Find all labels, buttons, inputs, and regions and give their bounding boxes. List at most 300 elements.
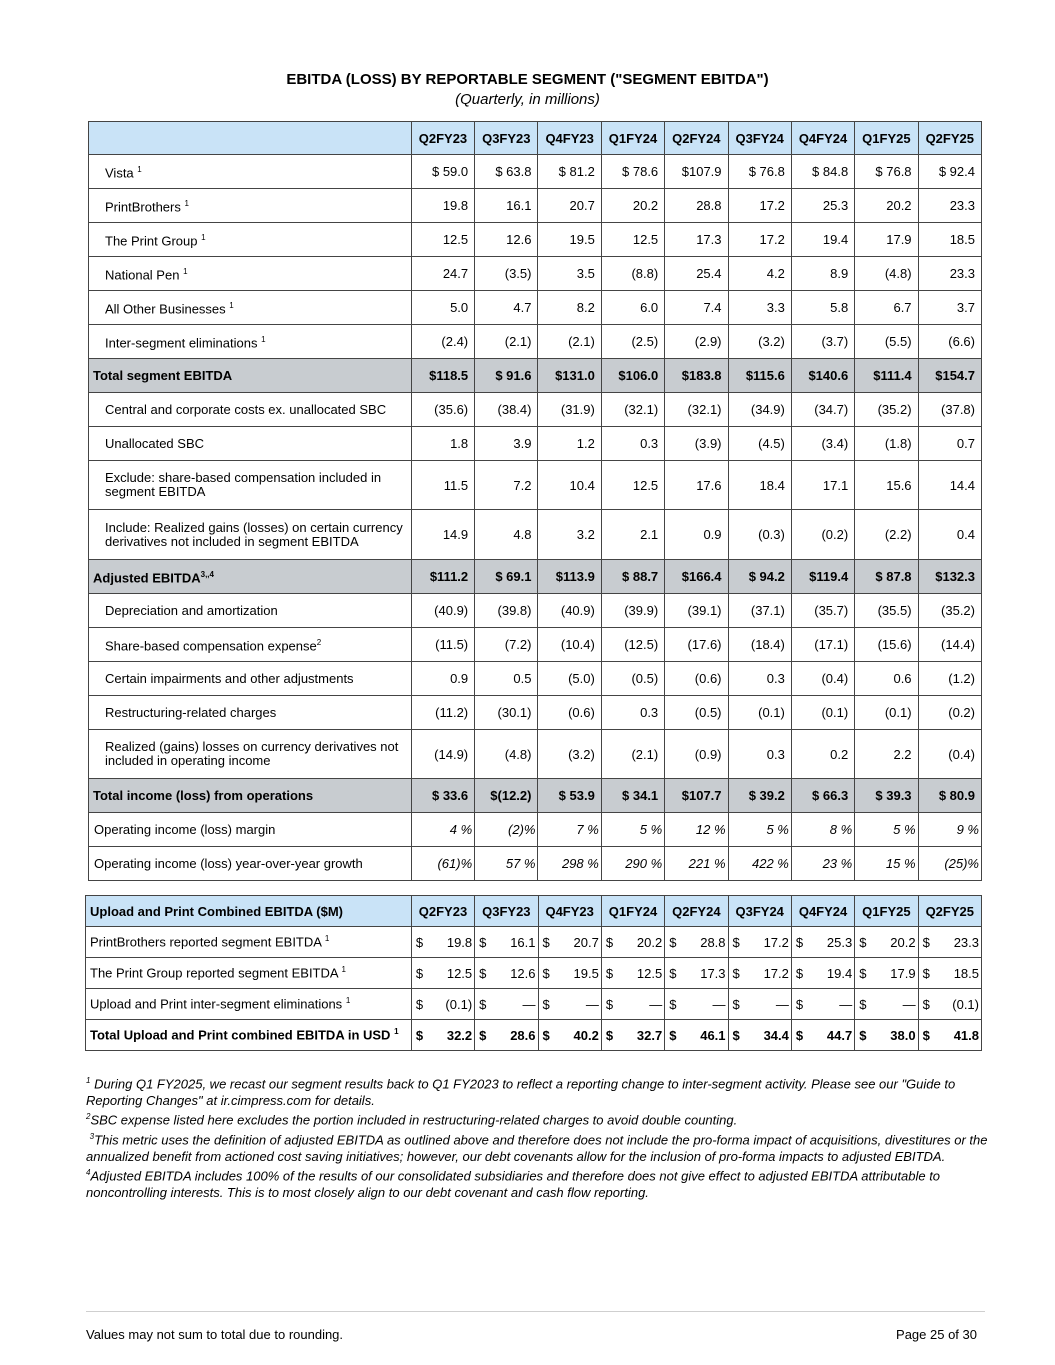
table-cell: 8 %: [791, 813, 854, 847]
table-cell: 2.1: [601, 510, 664, 560]
table-cell: [728, 1020, 791, 1051]
cell-value: 12.6: [510, 965, 536, 981]
table-cell: (5.5): [855, 325, 918, 359]
row-label-text: Adjusted EBITDA: [93, 570, 201, 586]
cell-value: —: [585, 996, 599, 1012]
table-cell: (0.1): [791, 696, 854, 730]
currency-symbol: $: [732, 934, 740, 950]
table-cell: [475, 927, 538, 958]
currency-symbol: $: [605, 1027, 614, 1043]
cell-value: 32.7: [636, 1027, 663, 1043]
table-row: [89, 779, 982, 813]
table-row: [89, 223, 982, 257]
table-cell: (39.9): [601, 594, 664, 628]
cell-value: 12.5: [446, 965, 473, 981]
row-label: [89, 813, 412, 847]
table-cell: 0.7: [918, 427, 981, 461]
table-cell: (15.6): [855, 628, 918, 662]
table-row: [89, 847, 982, 881]
row-label: [89, 510, 412, 560]
column-header: Q2FY25: [918, 896, 981, 927]
table-cell: $107.7: [665, 779, 728, 813]
row-label: [89, 393, 412, 427]
table-cell: 6.7: [855, 291, 918, 325]
table-cell: (2.1): [601, 730, 664, 779]
table-cell: $107.9: [665, 155, 728, 189]
currency-symbol: $: [605, 965, 614, 981]
table-cell: 0.3: [601, 427, 664, 461]
table-cell: (0.2): [918, 696, 981, 730]
table-cell: (7.2): [475, 628, 538, 662]
row-label-text: National Pen: [105, 267, 180, 283]
cell-value: —: [775, 996, 789, 1012]
table-cell: $154.7: [918, 359, 981, 393]
row-label: [89, 461, 412, 510]
table-cell: 5.8: [791, 291, 854, 325]
table-cell: 0.9: [665, 510, 728, 560]
row-label-text: Operating income (loss) year-over-year growth: [94, 855, 363, 871]
row-label-text: Restructuring-related charges: [105, 704, 277, 720]
footnote-marker: 4: [86, 1168, 91, 1178]
table-cell: $ 87.8: [855, 560, 918, 594]
cell-value: 19.5: [573, 965, 599, 981]
cell-value: 19.8: [446, 934, 473, 950]
table-cell: (2.5): [601, 325, 664, 359]
table-row: [89, 325, 982, 359]
table-cell: (0.9): [665, 730, 728, 779]
table-cell: (34.9): [728, 393, 791, 427]
cell-value: (0.1): [952, 996, 979, 1012]
row-label: [89, 189, 412, 223]
table-cell: 0.3: [728, 730, 791, 779]
row-label-text: Include: Realized gains (losses) on certain currency derivatives not included in segment EBITDA: [105, 519, 403, 549]
table-cell: $131.0: [538, 359, 601, 393]
row-label-text: The Print Group reported segment EBITDA: [90, 965, 338, 981]
table-cell: $ 63.8: [475, 155, 538, 189]
table-cell: 17.2: [728, 189, 791, 223]
table-cell: $132.3: [918, 560, 981, 594]
table-cell: [918, 927, 981, 958]
footnote-marker: 2: [86, 1112, 91, 1122]
table-cell: $115.6: [728, 359, 791, 393]
table-cell: $ 39.2: [728, 779, 791, 813]
table-cell: (35.6): [411, 393, 474, 427]
table-cell: 17.2: [728, 223, 791, 257]
cell-value: 23.3: [953, 934, 979, 950]
table-row: [86, 958, 982, 989]
table-cell: (4.8): [855, 257, 918, 291]
table-cell: [601, 927, 664, 958]
table-cell: 5.0: [411, 291, 474, 325]
footnote-marker: 3: [89, 1132, 95, 1142]
row-label: [89, 847, 412, 881]
table-cell: 0.3: [728, 662, 791, 696]
table-cell: 15 %: [855, 847, 918, 881]
table-cell: $166.4: [665, 560, 728, 594]
table-cell: (11.5): [411, 628, 474, 662]
table-cell: 20.7: [538, 189, 601, 223]
table-cell: (14.4): [918, 628, 981, 662]
table-cell: 0.4: [918, 510, 981, 560]
table-cell: (2.1): [538, 325, 601, 359]
table-cell: $ 69.1: [475, 560, 538, 594]
table-cell: 2.2: [855, 730, 918, 779]
table-row: [89, 461, 982, 510]
table-cell: $ 94.2: [728, 560, 791, 594]
column-header: Q4FY24: [791, 896, 854, 927]
table-cell: 6.0: [601, 291, 664, 325]
table-cell: 4.8: [475, 510, 538, 560]
currency-symbol: $: [669, 965, 677, 981]
footnote-marker: 1: [137, 164, 142, 174]
table-cell: $ 53.9: [538, 779, 601, 813]
table-row: [89, 730, 982, 779]
table-cell: 290 %: [601, 847, 664, 881]
table-cell: 20.2: [855, 189, 918, 223]
table-cell: $ 91.6: [475, 359, 538, 393]
table-cell: 17.3: [665, 223, 728, 257]
row-label-text: Total Upload and Print combined EBITDA in USD: [90, 1027, 391, 1043]
table-cell: (0.3): [728, 510, 791, 560]
table-cell: (34.7): [791, 393, 854, 427]
currency-symbol: $: [605, 934, 614, 950]
table-cell: [475, 958, 538, 989]
cell-value: 34.4: [763, 1027, 789, 1043]
table-cell: [538, 958, 601, 989]
currency-symbol: $: [732, 965, 740, 981]
currency-symbol: $: [669, 1027, 677, 1043]
table-cell: $(12.2): [475, 779, 538, 813]
row-label: [89, 291, 412, 325]
row-label: [86, 989, 412, 1020]
table-cell: 19.5: [538, 223, 601, 257]
table-cell: [918, 989, 981, 1020]
table-cell: 23 %: [791, 847, 854, 881]
currency-symbol: $: [542, 965, 550, 981]
row-label: [89, 155, 412, 189]
cell-value: 17.2: [763, 934, 789, 950]
table-cell: 12.5: [411, 223, 474, 257]
table-cell: (0.6): [665, 662, 728, 696]
table-cell: [665, 958, 728, 989]
table-cell: 1.2: [538, 427, 601, 461]
table-cell: (2.1): [475, 325, 538, 359]
column-header: Q2FY23: [411, 896, 474, 927]
table-cell: [791, 927, 854, 958]
table-cell: 0.3: [601, 696, 664, 730]
table-row: [89, 291, 982, 325]
footnote-marker: 1: [229, 300, 234, 310]
row-label-text: Inter-segment eliminations: [105, 335, 258, 351]
footnote-marker: 1: [394, 1027, 399, 1037]
table-cell: [728, 989, 791, 1020]
row-label-text: Depreciation and amortization: [105, 602, 278, 618]
table-row: [89, 510, 982, 560]
table-cell: 20.2: [601, 189, 664, 223]
footnote-marker: 3,,4: [200, 569, 214, 579]
table-cell: [601, 1020, 664, 1051]
column-header: Q3FY24: [728, 896, 791, 927]
table-cell: 57 %: [475, 847, 538, 881]
currency-symbol: $: [859, 965, 867, 981]
table-cell: 19.8: [411, 189, 474, 223]
table-cell: 18.4: [728, 461, 791, 510]
table-cell: [665, 1020, 728, 1051]
table-cell: (0.6): [538, 696, 601, 730]
table-row: [89, 155, 982, 189]
table-cell: 4.2: [728, 257, 791, 291]
table-cell: $ 81.2: [538, 155, 601, 189]
table-cell: 422 %: [728, 847, 791, 881]
table-cell: [791, 1020, 854, 1051]
table-cell: [601, 958, 664, 989]
column-header: Q2FY23: [411, 122, 474, 155]
table-row: [89, 628, 982, 662]
currency-symbol: $: [922, 1027, 930, 1043]
row-label: [89, 325, 412, 359]
table-cell: (2.9): [665, 325, 728, 359]
table-cell: [728, 927, 791, 958]
footnote-text: SBC expense listed here excludes the portion included in restructuring-related charges to avoid double counting.: [90, 1112, 738, 1128]
table-cell: 8.2: [538, 291, 601, 325]
footnotes: [86, 1073, 991, 1202]
table-cell: (2)%: [475, 813, 538, 847]
footnote-text: During Q1 FY2025, we recast our segment results back to Q1 FY2023 to reflect a reporting change to inter-segment activity. Please see our "Guide to Reporting Changes" at ir.cimpress.com for details.: [86, 1076, 956, 1108]
table-cell: (0.4): [791, 662, 854, 696]
cell-value: 20.7: [573, 934, 599, 950]
table-cell: $ 78.6: [601, 155, 664, 189]
column-header: Q1FY24: [601, 896, 664, 927]
table-cell: [411, 958, 474, 989]
table-cell: (17.6): [665, 628, 728, 662]
footnote-3: [86, 1129, 991, 1165]
table-cell: [411, 927, 474, 958]
column-header: Q2FY25: [918, 122, 981, 155]
table-cell: 3.2: [538, 510, 601, 560]
table-cell: (10.4): [538, 628, 601, 662]
table-cell: (0.5): [601, 662, 664, 696]
table-row: [89, 813, 982, 847]
table-cell: $113.9: [538, 560, 601, 594]
footnote-marker: 1: [201, 232, 206, 242]
footnote-text: Adjusted EBITDA includes 100% of the results of our consolidated subsidiaries and therefore does not give effect to adjusted EBITDA attributable to noncontrolling interests. This is to most closely align to our debt covenant and cash flow reporting.: [86, 1168, 941, 1201]
row-label-text: Operating income (loss) margin: [94, 821, 276, 837]
table-cell: (14.9): [411, 730, 474, 779]
segment-ebitda-table: [88, 121, 982, 881]
table-cell: (3.2): [728, 325, 791, 359]
row-label-text: Unallocated SBC: [105, 435, 204, 451]
table-cell: 12.5: [601, 223, 664, 257]
table-cell: 17.1: [791, 461, 854, 510]
currency-symbol: $: [669, 934, 677, 950]
table-cell: 15.6: [855, 461, 918, 510]
currency-symbol: $: [732, 1027, 740, 1043]
table-cell: $ 33.6: [411, 779, 474, 813]
table-cell: 9 %: [918, 813, 981, 847]
currency-symbol: $: [542, 934, 550, 950]
cell-value: 17.9: [890, 965, 916, 981]
table-cell: 19.4: [791, 223, 854, 257]
table-cell: $ 39.3: [855, 779, 918, 813]
table-header-row: [86, 896, 982, 927]
column-header: Q1FY24: [601, 122, 664, 155]
table-cell: $ 88.7: [601, 560, 664, 594]
table-cell: (4.8): [475, 730, 538, 779]
table-cell: $ 84.8: [791, 155, 854, 189]
currency-symbol: $: [479, 996, 487, 1012]
header-label-cell: [89, 122, 412, 155]
table-cell: $ 34.1: [601, 779, 664, 813]
table-cell: (37.1): [728, 594, 791, 628]
row-label: [86, 958, 412, 989]
table-cell: 11.5: [411, 461, 474, 510]
cell-value: 19.4: [826, 965, 853, 981]
currency-symbol: $: [795, 965, 804, 981]
table-cell: (5.0): [538, 662, 601, 696]
table-cell: 17.9: [855, 223, 918, 257]
table-cell: (3.4): [791, 427, 854, 461]
cell-value: 40.2: [573, 1027, 599, 1043]
currency-symbol: $: [732, 996, 740, 1012]
table-cell: $ 76.8: [728, 155, 791, 189]
row-label-text: PrintBrothers: [105, 199, 181, 215]
table-cell: (35.2): [918, 594, 981, 628]
table-row: [89, 662, 982, 696]
currency-symbol: $: [795, 934, 804, 950]
table-cell: 0.5: [475, 662, 538, 696]
row-label: [89, 223, 412, 257]
currency-symbol: $: [795, 996, 804, 1012]
table-cell: 28.8: [665, 189, 728, 223]
currency-symbol: $: [479, 965, 487, 981]
table-cell: $ 76.8: [855, 155, 918, 189]
table-cell: 7.4: [665, 291, 728, 325]
table-cell: (12.5): [601, 628, 664, 662]
currency-symbol: $: [922, 996, 930, 1012]
table-cell: (3.2): [538, 730, 601, 779]
column-header: Q2FY24: [665, 122, 728, 155]
row-label: [89, 560, 412, 594]
table-cell: (31.9): [538, 393, 601, 427]
cell-value: 18.5: [953, 965, 979, 981]
row-label-text: Total segment EBITDA: [93, 367, 233, 383]
cell-value: 44.7: [826, 1027, 853, 1043]
table-cell: (2.2): [855, 510, 918, 560]
currency-symbol: $: [795, 1027, 804, 1043]
table-cell: 1.8: [411, 427, 474, 461]
table-cell: 25.3: [791, 189, 854, 223]
cell-value: —: [902, 996, 916, 1012]
footnote-marker: 1: [345, 996, 351, 1006]
row-label-text: Share-based compensation expense: [105, 638, 317, 654]
table-cell: 23.3: [918, 257, 981, 291]
row-label-text: Vista: [105, 165, 134, 181]
row-label: [89, 257, 412, 291]
column-header: Q1FY25: [855, 896, 918, 927]
table-cell: $ 66.3: [791, 779, 854, 813]
row-label-text: Upload and Print inter-segment eliminations: [90, 996, 343, 1012]
cell-value: 38.0: [890, 1027, 916, 1043]
table-cell: 12.5: [601, 461, 664, 510]
row-label: [89, 779, 412, 813]
cell-value: 12.5: [636, 965, 663, 981]
row-label-text: Certain impairments and other adjustments: [105, 670, 354, 686]
footnote-marker: 1: [184, 198, 189, 208]
table-cell: (37.8): [918, 393, 981, 427]
row-label: [89, 730, 412, 779]
table-cell: [791, 958, 854, 989]
footnote-marker: 1: [86, 1076, 91, 1085]
table-cell: [475, 989, 538, 1020]
table-cell: [855, 1020, 918, 1051]
currency-symbol: $: [669, 996, 677, 1012]
row-label-text: Realized (gains) losses on currency derivatives not included in operating income: [105, 739, 399, 768]
cell-value: —: [839, 996, 853, 1012]
footer-divider: [86, 1311, 985, 1312]
table-row: [89, 393, 982, 427]
table-cell: 7.2: [475, 461, 538, 510]
table-cell: [855, 927, 918, 958]
table-cell: (40.9): [538, 594, 601, 628]
column-header: Q4FY23: [538, 896, 601, 927]
table-cell: (25)%: [918, 847, 981, 881]
table-cell: 298 %: [538, 847, 601, 881]
table-cell: (4.5): [728, 427, 791, 461]
currency-symbol: $: [542, 1027, 550, 1043]
table-cell: (38.4): [475, 393, 538, 427]
table-header-title: Upload and Print Combined EBITDA ($M): [86, 896, 412, 927]
table-cell: [918, 958, 981, 989]
page-number: Page 25 of 30: [896, 1327, 977, 1342]
table-row: [89, 189, 982, 223]
table-cell: (6.6): [918, 325, 981, 359]
table-row: [89, 696, 982, 730]
table-cell: [538, 989, 601, 1020]
cell-value: 25.3: [826, 934, 853, 950]
table-cell: 8.9: [791, 257, 854, 291]
footer-note: Values may not sum to total due to rounding.: [86, 1327, 344, 1342]
table-cell: (61)%: [411, 847, 474, 881]
row-label-text: PrintBrothers reported segment EBITDA: [90, 934, 322, 950]
table-cell: 221 %: [665, 847, 728, 881]
table-cell: [538, 927, 601, 958]
currency-symbol: $: [415, 1027, 424, 1043]
row-label: [89, 628, 412, 662]
cell-value: 17.3: [700, 965, 726, 981]
currency-symbol: $: [922, 934, 930, 950]
footnote-marker: 1: [341, 965, 346, 975]
table-cell: $106.0: [601, 359, 664, 393]
table-row: [86, 927, 982, 958]
table-row: [89, 560, 982, 594]
row-label-text: Exclude: share-based compensation included in segment EBITDA: [105, 470, 382, 499]
table-cell: 14.4: [918, 461, 981, 510]
table-cell: $183.8: [665, 359, 728, 393]
cell-value: 20.2: [636, 934, 663, 950]
table-cell: 4.7: [475, 291, 538, 325]
cell-value: —: [522, 996, 536, 1012]
table-row: [86, 1020, 982, 1051]
table-cell: $118.5: [411, 359, 474, 393]
table-cell: (0.2): [791, 510, 854, 560]
table-cell: 25.4: [665, 257, 728, 291]
table-cell: 10.4: [538, 461, 601, 510]
row-label: [89, 427, 412, 461]
table-row: [89, 427, 982, 461]
table-cell: (18.4): [728, 628, 791, 662]
table-cell: $ 92.4: [918, 155, 981, 189]
table-cell: (30.1): [475, 696, 538, 730]
